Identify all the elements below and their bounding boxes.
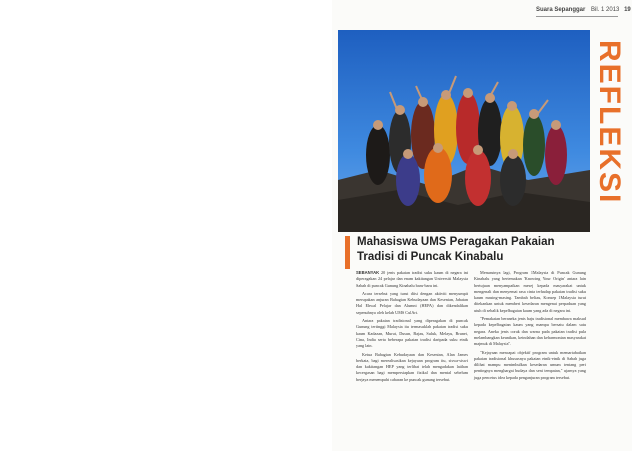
paragraph: "Kejayaan mencapai objektif program untuk memartabatkan pakaian tradisional khususnya pakaian etnik-etnik di Sabah juga dilihat mampu menimbulkan kesedaran umum tentang peri pentingnya menghargai budaya dan seni tempatan," ujarnya yang juga pencetus idea kepada penganjuran program tersebut. xyxy=(474,349,586,380)
paragraph: Menurutnya lagi, Program 1Malaysia di Puncak Gunung Kinabalu yang bertemakan 'Knowing Your Origin' antara lain bertujuan menyampaikan mesej kepada masyarakat untuk mengenali dan menyemai rasa cinta terhadap pakaian tradisi suku kaum masing-masing. Tambah beliau, Konsep 1Malaysia turut ditekankan untuk memberi kesedaran mengenai perpaduan yang utuh di sebalik kepelbagaian kaum yang ada di negara ini. xyxy=(474,270,586,313)
article-column-2 xyxy=(474,270,586,383)
section-label: REFLEKSI xyxy=(593,40,626,205)
paragraph xyxy=(356,270,468,289)
article-title: Mahasiswa UMS Peragakan Pakaian Tradisi di Puncak Kinabalu xyxy=(357,236,555,263)
article-column-1 xyxy=(356,270,468,385)
title-accent-bar xyxy=(345,236,350,269)
issue-label: Bil. 1 2013 xyxy=(591,7,620,13)
paragraph: Acara tersebut yang turut diisi dengan aktiviti menyumpit merupakan anjuran Bahagian Kebudayaan dan Kesenian, Jabatan Hal Ehwal Pelajar dan Alumni (HEPA) dan dikendalikan sepenuhnya oleh kelab UMS CulArt. xyxy=(356,290,468,315)
header-rule xyxy=(536,16,618,17)
group-photo xyxy=(338,30,590,232)
paragraph: "Pemakaian beraneka jenis baju tradisional membawa maksud kepada kepelbagaian kaum yang mampu bersatu dalam satu negara. Aneka jenis corak dan warna pada pakaian tradisi pula melambangkan keunikan, keindahan dan keharmonian masyarakat majmuk di Malaysia". xyxy=(474,316,586,347)
page-number: 19 xyxy=(624,7,631,13)
article-kicker: SEBANYAK xyxy=(356,270,380,275)
paragraph: Antara pakaian tradisional yang diperagakan di puncak Gunung tertinggi Malaysia itu termasuklah pakaian tradisi suku kaum Kadazan, Murut, Dusun, Bajau, Suluk, Melayu, Brunei, Cina, India serta beberapa pakaian tradisi daripada suku etnik yang lain. xyxy=(356,318,468,349)
paragraph-text: 20 jenis pakaian tradisi suku kaum di negara ini diperagakan 24 pelajar dan enam kakitangan Universiti Malaysia Sabah di puncak Gunung Kinabalu baru-baru ini. xyxy=(356,270,468,288)
publication-name: Suara Sepanggar xyxy=(536,7,586,13)
paragraph: Ketua Bahagian Kebudayaan dan Kesenian, Alan James berkata, bagi merealisasikan kejayaan program itu, siswa-siswi dan kakitangan HEP yang terlibat telah mengadakan latihan kecergasan bagi mempersiapkan fizikal dan mental sebelum berjaya menempuhi cabaran ke puncak gunung tersebut. xyxy=(356,351,468,382)
group-photo-illustration xyxy=(338,30,590,232)
